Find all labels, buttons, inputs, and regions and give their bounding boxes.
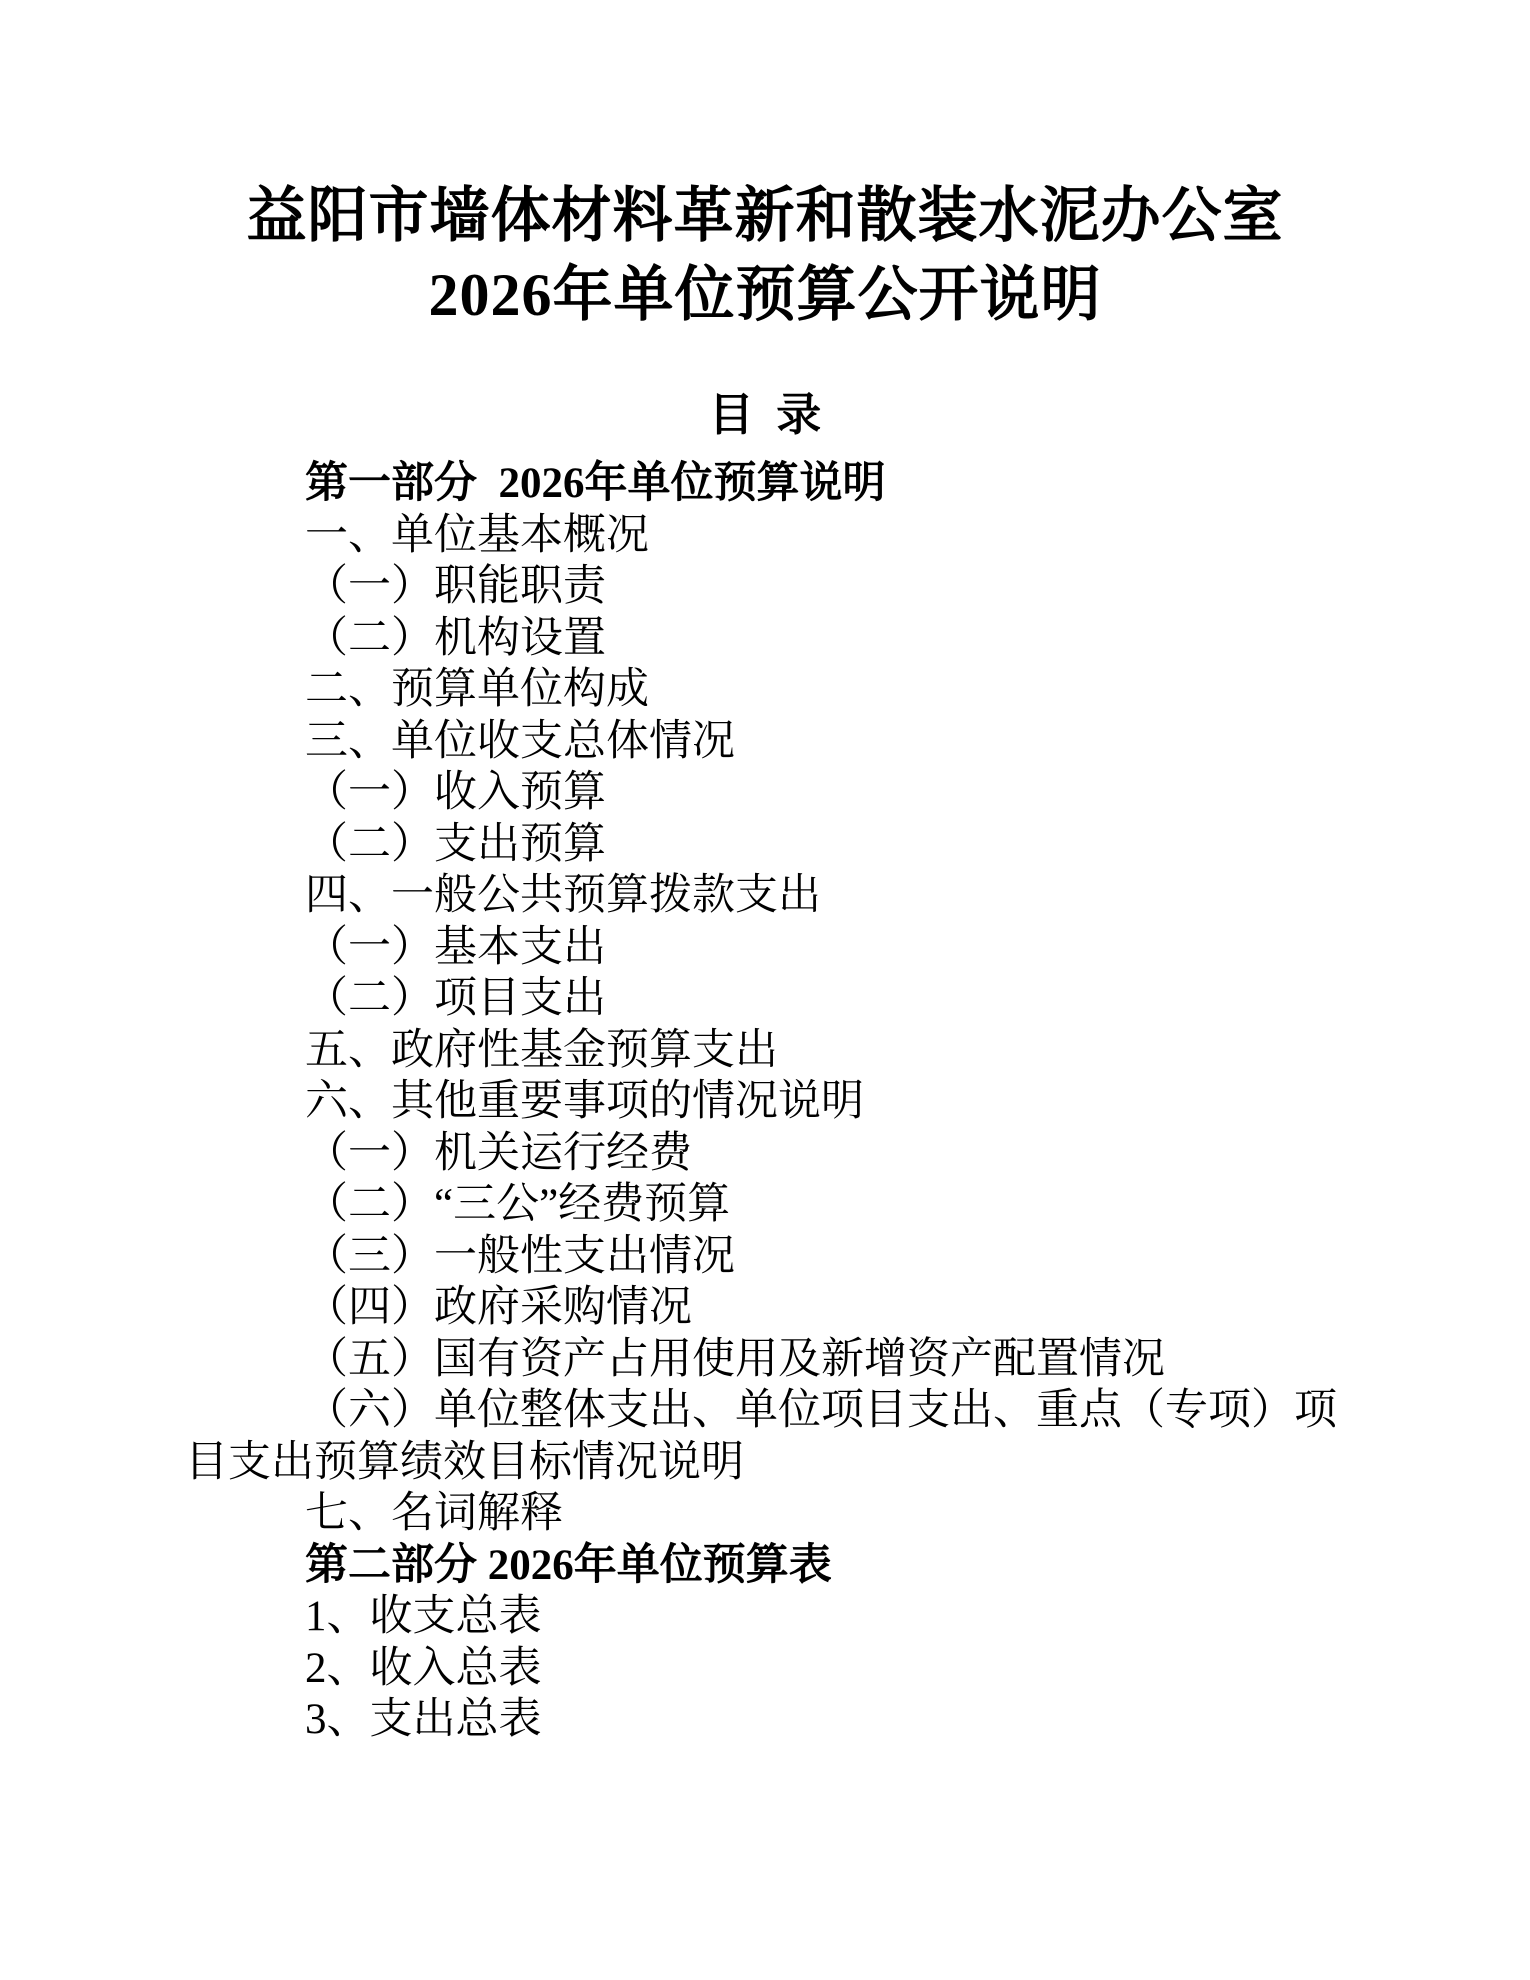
toc-item: （一）机关运行经费: [305, 1129, 692, 1177]
toc-item: （二）支出预算: [305, 820, 606, 868]
toc-item: （四）政府采购情况: [305, 1284, 692, 1331]
toc-item: （二）项目支出: [305, 975, 606, 1022]
toc-item: 第一部分 2026年单位预算说明: [305, 460, 886, 507]
toc-item: （三）一般性支出情况: [305, 1232, 735, 1280]
toc-item: （六）单位整体支出、单位项目支出、重点（专项）项: [305, 1387, 1337, 1434]
toc-item: （一）职能职责: [305, 563, 606, 610]
toc-item: （一）基本支出: [305, 923, 606, 971]
toc-item: 七、名词解释: [305, 1490, 563, 1537]
toc-item: （二）“三公”经费预算: [305, 1181, 731, 1228]
toc-heading: 目 录: [708, 390, 822, 440]
toc-item: 二、预算单位构成: [305, 666, 649, 713]
toc-item-continuation: 目支出预算绩效目标情况说明: [185, 1438, 744, 1486]
toc-item: （五）国有资产占用使用及新增资产配置情况: [305, 1335, 1165, 1383]
toc-item: 第二部分 2026年单位预算表: [305, 1541, 832, 1589]
document-title-line1: 益阳市墙体材料革新和散装水泥办公室: [246, 183, 1284, 249]
toc-item: 五、政府性基金预算支出: [305, 1026, 778, 1074]
toc-item: 2、收入总表: [305, 1644, 542, 1692]
toc-item: 3、支出总表: [305, 1696, 542, 1743]
toc-item: （二）机构设置: [305, 614, 606, 662]
toc-item: 一、单位基本概况: [305, 511, 649, 559]
toc-item: 四、一般公共预算拨款支出: [305, 872, 821, 919]
toc-item: 六、其他重要事项的情况说明: [305, 1078, 864, 1125]
toc-item: （一）收入预算: [305, 769, 606, 816]
document-title-line2: 2026年单位预算公开说明: [428, 262, 1102, 328]
toc-item: 三、单位收支总体情况: [305, 717, 735, 765]
toc-item: 1、收支总表: [305, 1593, 542, 1640]
toc-list: [185, 458, 1355, 1746]
